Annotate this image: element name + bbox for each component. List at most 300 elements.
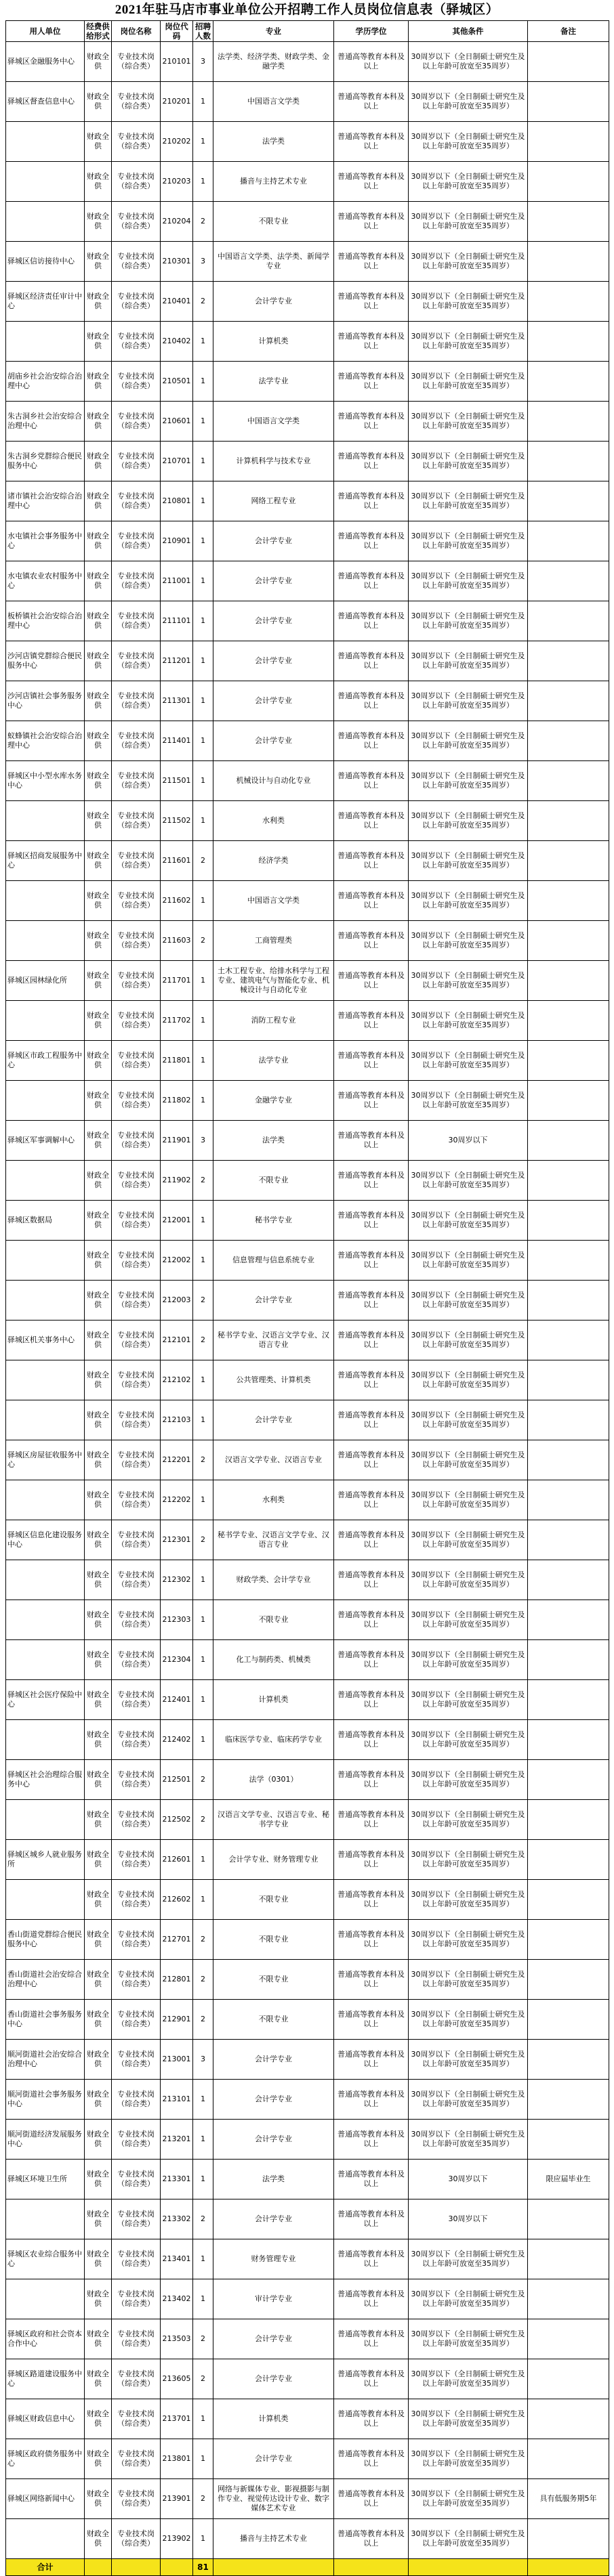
other-cell: 30周岁以下（全日制硕士研究生及以上年龄可放宽至35周岁） bbox=[409, 1161, 528, 1201]
num-cell: 1 bbox=[193, 881, 213, 921]
edu-cell: 普通高等教育本科及以上 bbox=[334, 2239, 409, 2279]
note-cell bbox=[528, 1760, 609, 1800]
unit-cell: 驿城区社会治理综合服务中心 bbox=[6, 1760, 85, 1800]
major-cell: 会计学专业 bbox=[213, 521, 334, 561]
code-cell: 213901 bbox=[161, 2479, 193, 2519]
code-cell: 210101 bbox=[161, 42, 193, 82]
note-cell bbox=[528, 1600, 609, 1640]
job-table bbox=[5, 20, 609, 2576]
other-cell: 30周岁以下（全日制硕士研究生及以上年龄可放宽至35周岁） bbox=[409, 601, 528, 641]
unit-cell bbox=[6, 2279, 85, 2319]
note-cell bbox=[528, 601, 609, 641]
edu-cell: 普通高等教育本科及以上 bbox=[334, 162, 409, 202]
job-name-cell: 专业技术岗（综合类） bbox=[112, 881, 161, 921]
table-row bbox=[6, 1121, 609, 1161]
major-cell: 工商管理类 bbox=[213, 921, 334, 961]
fund-cell: 财政全供 bbox=[85, 761, 112, 801]
job-name-cell: 专业技术岗（综合类） bbox=[112, 282, 161, 322]
note-cell bbox=[528, 961, 609, 1001]
other-cell: 30周岁以下（全日制硕士研究生及以上年龄可放宽至35周岁） bbox=[409, 961, 528, 1001]
major-cell: 法学类 bbox=[213, 122, 334, 162]
code-cell: 210402 bbox=[161, 322, 193, 362]
fund-cell: 财政全供 bbox=[85, 2040, 112, 2080]
fund-cell: 财政全供 bbox=[85, 1520, 112, 1560]
total-num: 81 bbox=[193, 2559, 213, 2576]
note-cell bbox=[528, 1720, 609, 1760]
major-cell: 计算机类 bbox=[213, 1680, 334, 1720]
num-cell: 1 bbox=[193, 481, 213, 521]
num-cell: 2 bbox=[193, 2319, 213, 2359]
note-cell bbox=[528, 481, 609, 521]
major-cell: 会计学专业 bbox=[213, 282, 334, 322]
note-cell bbox=[528, 322, 609, 362]
unit-cell bbox=[6, 1161, 85, 1201]
edu-cell: 普通高等教育本科及以上 bbox=[334, 202, 409, 242]
note-cell bbox=[528, 2359, 609, 2399]
code-cell: 211401 bbox=[161, 721, 193, 761]
num-cell: 2 bbox=[193, 1960, 213, 2000]
edu-cell: 普通高等教育本科及以上 bbox=[334, 1480, 409, 1520]
note-cell bbox=[528, 82, 609, 122]
fund-cell: 财政全供 bbox=[85, 122, 112, 162]
unit-cell: 驿城区招商发展服务中心 bbox=[6, 841, 85, 881]
job-name-cell: 专业技术岗（综合类） bbox=[112, 1680, 161, 1720]
note-cell bbox=[528, 1840, 609, 1880]
major-cell: 播音与主持艺术专业 bbox=[213, 162, 334, 202]
table-row bbox=[6, 1560, 609, 1600]
note-cell bbox=[528, 561, 609, 601]
job-name-cell: 专业技术岗（综合类） bbox=[112, 521, 161, 561]
other-cell: 30周岁以下（全日制硕士研究生及以上年龄可放宽至35周岁） bbox=[409, 442, 528, 481]
edu-cell: 普通高等教育本科及以上 bbox=[334, 2279, 409, 2319]
major-cell: 会计学专业 bbox=[213, 2199, 334, 2239]
other-cell: 30周岁以下（全日制硕士研究生及以上年龄可放宽至35周岁） bbox=[409, 1840, 528, 1880]
fund-cell: 财政全供 bbox=[85, 641, 112, 681]
fund-cell: 财政全供 bbox=[85, 1800, 112, 1840]
job-name-cell: 专业技术岗（综合类） bbox=[112, 82, 161, 122]
num-cell: 3 bbox=[193, 2040, 213, 2080]
note-cell bbox=[528, 282, 609, 322]
major-cell: 中国语言文学类 bbox=[213, 881, 334, 921]
header-unit: 用人单位 bbox=[6, 21, 85, 42]
num-cell: 1 bbox=[193, 122, 213, 162]
fund-cell: 财政全供 bbox=[85, 202, 112, 242]
unit-cell: 顺河街道社会治安综合治理中心 bbox=[6, 2040, 85, 2080]
num-cell: 1 bbox=[193, 561, 213, 601]
major-cell: 不限专业 bbox=[213, 1880, 334, 1920]
code-cell: 211101 bbox=[161, 601, 193, 641]
fund-cell: 财政全供 bbox=[85, 82, 112, 122]
major-cell: 秘书学专业、汉语言文学专业、汉语言专业 bbox=[213, 1520, 334, 1560]
code-cell: 210501 bbox=[161, 362, 193, 402]
major-cell: 法学类、经济学类、财政学类、金融学类 bbox=[213, 42, 334, 82]
job-name-cell: 专业技术岗（综合类） bbox=[112, 162, 161, 202]
code-cell: 211801 bbox=[161, 1041, 193, 1081]
code-cell: 212001 bbox=[161, 1201, 193, 1241]
num-cell: 1 bbox=[193, 1880, 213, 1920]
table-row bbox=[6, 1241, 609, 1281]
other-cell: 30周岁以下（全日制硕士研究生及以上年龄可放宽至35周岁） bbox=[409, 202, 528, 242]
code-cell: 212304 bbox=[161, 1640, 193, 1680]
other-cell: 30周岁以下（全日制硕士研究生及以上年龄可放宽至35周岁） bbox=[409, 1041, 528, 1081]
fund-cell: 财政全供 bbox=[85, 921, 112, 961]
table-row bbox=[6, 1640, 609, 1680]
other-cell: 30周岁以下（全日制硕士研究生及以上年龄可放宽至35周岁） bbox=[409, 481, 528, 521]
table-row bbox=[6, 2479, 609, 2519]
table-row bbox=[6, 1960, 609, 2000]
code-cell: 213801 bbox=[161, 2439, 193, 2479]
other-cell: 30周岁以下（全日制硕士研究生及以上年龄可放宽至35周岁） bbox=[409, 1281, 528, 1321]
edu-cell: 普通高等教育本科及以上 bbox=[334, 2319, 409, 2359]
note-cell bbox=[528, 162, 609, 202]
note-cell bbox=[528, 2239, 609, 2279]
edu-cell: 普通高等教育本科及以上 bbox=[334, 481, 409, 521]
other-cell: 30周岁以下（全日制硕士研究生及以上年龄可放宽至35周岁） bbox=[409, 2040, 528, 2080]
num-cell: 1 bbox=[193, 2160, 213, 2199]
job-name-cell: 专业技术岗（综合类） bbox=[112, 1760, 161, 1800]
edu-cell: 普通高等教育本科及以上 bbox=[334, 1001, 409, 1041]
fund-cell: 财政全供 bbox=[85, 1161, 112, 1201]
job-name-cell: 专业技术岗（综合类） bbox=[112, 1241, 161, 1281]
table-row bbox=[6, 961, 609, 1001]
edu-cell: 普通高等教育本科及以上 bbox=[334, 1920, 409, 1960]
job-name-cell: 专业技术岗（综合类） bbox=[112, 2199, 161, 2239]
code-cell: 212303 bbox=[161, 1600, 193, 1640]
major-cell: 播音与主持艺术专业 bbox=[213, 2519, 334, 2559]
note-cell bbox=[528, 681, 609, 721]
code-cell: 212602 bbox=[161, 1880, 193, 1920]
num-cell: 1 bbox=[193, 442, 213, 481]
fund-cell: 财政全供 bbox=[85, 1840, 112, 1880]
other-cell: 30周岁以下（全日制硕士研究生及以上年龄可放宽至35周岁） bbox=[409, 2399, 528, 2439]
table-row bbox=[6, 1201, 609, 1241]
job-name-cell: 专业技术岗（综合类） bbox=[112, 2359, 161, 2399]
unit-cell: 驿城区中小型水库水务中心 bbox=[6, 761, 85, 801]
code-cell: 210204 bbox=[161, 202, 193, 242]
num-cell: 2 bbox=[193, 2199, 213, 2239]
job-name-cell: 专业技术岗（综合类） bbox=[112, 2040, 161, 2080]
major-cell: 法学专业 bbox=[213, 1041, 334, 1081]
num-cell: 1 bbox=[193, 801, 213, 841]
fund-cell: 财政全供 bbox=[85, 1121, 112, 1161]
job-name-cell: 专业技术岗（综合类） bbox=[112, 921, 161, 961]
edu-cell: 普通高等教育本科及以上 bbox=[334, 1840, 409, 1880]
note-cell bbox=[528, 2519, 609, 2559]
code-cell: 213101 bbox=[161, 2080, 193, 2120]
fund-cell: 财政全供 bbox=[85, 42, 112, 82]
unit-cell bbox=[6, 1400, 85, 1440]
code-cell: 213301 bbox=[161, 2160, 193, 2199]
other-cell: 30周岁以下（全日制硕士研究生及以上年龄可放宽至35周岁） bbox=[409, 122, 528, 162]
unit-cell bbox=[6, 1560, 85, 1600]
num-cell: 1 bbox=[193, 1720, 213, 1760]
other-cell: 30周岁以下（全日制硕士研究生及以上年龄可放宽至35周岁） bbox=[409, 322, 528, 362]
code-cell: 213201 bbox=[161, 2120, 193, 2160]
table-row bbox=[6, 402, 609, 442]
edu-cell: 普通高等教育本科及以上 bbox=[334, 1520, 409, 1560]
num-cell: 1 bbox=[193, 961, 213, 1001]
num-cell: 1 bbox=[193, 1001, 213, 1041]
fund-cell: 财政全供 bbox=[85, 1400, 112, 1440]
table-row bbox=[6, 481, 609, 521]
major-cell: 财政学类、会计学专业 bbox=[213, 1560, 334, 1600]
code-cell: 213701 bbox=[161, 2399, 193, 2439]
unit-cell: 驿城区社会医疗保险中心 bbox=[6, 1680, 85, 1720]
job-name-cell: 专业技术岗（综合类） bbox=[112, 442, 161, 481]
num-cell: 1 bbox=[193, 82, 213, 122]
edu-cell: 普通高等教育本科及以上 bbox=[334, 1360, 409, 1400]
edu-cell: 普通高等教育本科及以上 bbox=[334, 601, 409, 641]
unit-cell bbox=[6, 1600, 85, 1640]
job-name-cell: 专业技术岗（综合类） bbox=[112, 242, 161, 282]
table-row bbox=[6, 2000, 609, 2040]
fund-cell: 财政全供 bbox=[85, 1760, 112, 1800]
code-cell: 210401 bbox=[161, 282, 193, 322]
table-row bbox=[6, 1360, 609, 1400]
edu-cell: 普通高等教育本科及以上 bbox=[334, 1800, 409, 1840]
edu-cell: 普通高等教育本科及以上 bbox=[334, 1680, 409, 1720]
fund-cell: 财政全供 bbox=[85, 881, 112, 921]
note-cell bbox=[528, 2279, 609, 2319]
other-cell: 30周岁以下（全日制硕士研究生及以上年龄可放宽至35周岁） bbox=[409, 641, 528, 681]
code-cell: 211701 bbox=[161, 961, 193, 1001]
table-row bbox=[6, 2319, 609, 2359]
other-cell: 30周岁以下（全日制硕士研究生及以上年龄可放宽至35周岁） bbox=[409, 801, 528, 841]
job-name-cell: 专业技术岗（综合类） bbox=[112, 1840, 161, 1880]
note-cell bbox=[528, 761, 609, 801]
table-row bbox=[6, 242, 609, 282]
code-cell: 211902 bbox=[161, 1161, 193, 1201]
note-cell bbox=[528, 2439, 609, 2479]
num-cell: 2 bbox=[193, 1321, 213, 1360]
major-cell: 会计学专业 bbox=[213, 2040, 334, 2080]
unit-cell: 驿城区农业综合服务中心 bbox=[6, 2239, 85, 2279]
other-cell: 30周岁以下（全日制硕士研究生及以上年龄可放宽至35周岁） bbox=[409, 761, 528, 801]
job-name-cell: 专业技术岗（综合类） bbox=[112, 1720, 161, 1760]
table-row bbox=[6, 2239, 609, 2279]
job-name-cell: 专业技术岗（综合类） bbox=[112, 1321, 161, 1360]
edu-cell: 普通高等教育本科及以上 bbox=[334, 2080, 409, 2120]
edu-cell: 普通高等教育本科及以上 bbox=[334, 761, 409, 801]
fund-cell: 财政全供 bbox=[85, 2120, 112, 2160]
code-cell: 210601 bbox=[161, 402, 193, 442]
note-cell bbox=[528, 1281, 609, 1321]
page-title: 2021年驻马店市事业单位公开招聘工作人员岗位信息表（驿城区） bbox=[115, 3, 499, 17]
job-name-cell: 专业技术岗（综合类） bbox=[112, 1440, 161, 1480]
fund-cell: 财政全供 bbox=[85, 322, 112, 362]
major-cell: 中国语言文学类 bbox=[213, 402, 334, 442]
fund-cell: 财政全供 bbox=[85, 1041, 112, 1081]
code-cell: 212901 bbox=[161, 2000, 193, 2040]
code-cell: 213001 bbox=[161, 2040, 193, 2080]
job-name-cell: 专业技术岗（综合类） bbox=[112, 1520, 161, 1560]
major-cell: 会计学专业 bbox=[213, 2359, 334, 2399]
unit-cell: 板桥镇社会治安综合治理中心 bbox=[6, 601, 85, 641]
code-cell: 211601 bbox=[161, 841, 193, 881]
note-cell bbox=[528, 1161, 609, 1201]
other-cell: 30周岁以下（全日制硕士研究生及以上年龄可放宽至35周岁） bbox=[409, 1241, 528, 1281]
table-row bbox=[6, 202, 609, 242]
code-cell: 210301 bbox=[161, 242, 193, 282]
other-cell: 30周岁以下（全日制硕士研究生及以上年龄可放宽至35周岁） bbox=[409, 1400, 528, 1440]
job-name-cell: 专业技术岗（综合类） bbox=[112, 1920, 161, 1960]
fund-cell: 财政全供 bbox=[85, 521, 112, 561]
job-name-cell: 专业技术岗（综合类） bbox=[112, 1041, 161, 1081]
job-name-cell: 专业技术岗（综合类） bbox=[112, 1880, 161, 1920]
code-cell: 211001 bbox=[161, 561, 193, 601]
fund-cell: 财政全供 bbox=[85, 1241, 112, 1281]
num-cell: 2 bbox=[193, 202, 213, 242]
unit-cell: 朱古洞乡社会治安综合治理中心 bbox=[6, 402, 85, 442]
header-job-name: 岗位名称 bbox=[112, 21, 161, 42]
job-name-cell: 专业技术岗（综合类） bbox=[112, 2000, 161, 2040]
unit-cell bbox=[6, 1880, 85, 1920]
fund-cell: 财政全供 bbox=[85, 2199, 112, 2239]
note-cell bbox=[528, 362, 609, 402]
major-cell: 会计学专业 bbox=[213, 2120, 334, 2160]
unit-cell bbox=[6, 921, 85, 961]
unit-cell: 香山街道社会治安综合治理中心 bbox=[6, 1960, 85, 2000]
table-row bbox=[6, 82, 609, 122]
major-cell: 临床医学专业、临床药学专业 bbox=[213, 1720, 334, 1760]
table-row bbox=[6, 921, 609, 961]
edu-cell: 普通高等教育本科及以上 bbox=[334, 2120, 409, 2160]
fund-cell: 财政全供 bbox=[85, 1680, 112, 1720]
job-name-cell: 专业技术岗（综合类） bbox=[112, 481, 161, 521]
code-cell: 212103 bbox=[161, 1400, 193, 1440]
other-cell: 30周岁以下（全日制硕士研究生及以上年龄可放宽至35周岁） bbox=[409, 1440, 528, 1480]
num-cell: 2 bbox=[193, 1920, 213, 1960]
fund-cell: 财政全供 bbox=[85, 2279, 112, 2319]
table-row bbox=[6, 362, 609, 402]
unit-cell bbox=[6, 1800, 85, 1840]
num-cell: 2 bbox=[193, 2479, 213, 2519]
note-cell bbox=[528, 1960, 609, 2000]
code-cell: 210202 bbox=[161, 122, 193, 162]
table-row bbox=[6, 2279, 609, 2319]
code-cell: 212501 bbox=[161, 1760, 193, 1800]
major-cell: 中国语言文学类、法学类、新闻学专业 bbox=[213, 242, 334, 282]
fund-cell: 财政全供 bbox=[85, 841, 112, 881]
major-cell: 土木工程专业、给排水科学与工程专业、建筑电气与智能化专业、机械设计与自动化专业 bbox=[213, 961, 334, 1001]
note-cell bbox=[528, 2399, 609, 2439]
note-cell bbox=[528, 1480, 609, 1520]
num-cell: 1 bbox=[193, 1840, 213, 1880]
table-row bbox=[6, 1281, 609, 1321]
table-row bbox=[6, 2519, 609, 2559]
table-row bbox=[6, 1720, 609, 1760]
unit-cell: 驿城区城乡人就业服务所 bbox=[6, 1840, 85, 1880]
job-name-cell: 专业技术岗（综合类） bbox=[112, 1640, 161, 1680]
unit-cell bbox=[6, 2519, 85, 2559]
edu-cell: 普通高等教育本科及以上 bbox=[334, 1880, 409, 1920]
other-cell: 30周岁以下（全日制硕士研究生及以上年龄可放宽至35周岁） bbox=[409, 1720, 528, 1760]
table-row bbox=[6, 1760, 609, 1800]
num-cell: 2 bbox=[193, 1440, 213, 1480]
table-row bbox=[6, 641, 609, 681]
num-cell: 1 bbox=[193, 2080, 213, 2120]
num-cell: 1 bbox=[193, 1600, 213, 1640]
unit-cell bbox=[6, 322, 85, 362]
other-cell: 30周岁以下（全日制硕士研究生及以上年龄可放宽至35周岁） bbox=[409, 1321, 528, 1360]
major-cell: 秘书学专业、汉语言文学专业、汉语言专业 bbox=[213, 1321, 334, 1360]
code-cell: 213902 bbox=[161, 2519, 193, 2559]
edu-cell: 普通高等教育本科及以上 bbox=[334, 1760, 409, 1800]
fund-cell: 财政全供 bbox=[85, 1360, 112, 1400]
job-name-cell: 专业技术岗（综合类） bbox=[112, 1480, 161, 1520]
edu-cell: 普通高等教育本科及以上 bbox=[334, 402, 409, 442]
unit-cell: 沙河店镇党群综合便民服务中心 bbox=[6, 641, 85, 681]
unit-cell: 蚁蜂镇社会治安综合治理中心 bbox=[6, 721, 85, 761]
fund-cell: 财政全供 bbox=[85, 2359, 112, 2399]
note-cell bbox=[528, 1400, 609, 1440]
header-row bbox=[6, 21, 609, 42]
edu-cell: 普通高等教育本科及以上 bbox=[334, 1161, 409, 1201]
other-cell: 30周岁以下（全日制硕士研究生及以上年龄可放宽至35周岁） bbox=[409, 1480, 528, 1520]
note-cell bbox=[528, 2120, 609, 2160]
fund-cell: 财政全供 bbox=[85, 162, 112, 202]
job-name-cell: 专业技术岗（综合类） bbox=[112, 1121, 161, 1161]
num-cell: 1 bbox=[193, 2519, 213, 2559]
major-cell: 网络与新媒体专业、影视摄影与制作专业、视觉传达设计专业、数字媒体艺术专业 bbox=[213, 2479, 334, 2519]
job-name-cell: 专业技术岗（综合类） bbox=[112, 1400, 161, 1440]
major-cell: 水利类 bbox=[213, 801, 334, 841]
note-cell bbox=[528, 1920, 609, 1960]
edu-cell: 普通高等教育本科及以上 bbox=[334, 1960, 409, 2000]
unit-cell: 驿城区市政工程服务中心 bbox=[6, 1041, 85, 1081]
total-row bbox=[6, 2559, 609, 2576]
note-cell bbox=[528, 42, 609, 82]
major-cell: 中国语言文学类 bbox=[213, 82, 334, 122]
table-row bbox=[6, 2399, 609, 2439]
note-cell bbox=[528, 402, 609, 442]
note-cell bbox=[528, 202, 609, 242]
major-cell: 会计学专业 bbox=[213, 1281, 334, 1321]
other-cell: 30周岁以下（全日制硕士研究生及以上年龄可放宽至35周岁） bbox=[409, 2359, 528, 2399]
num-cell: 1 bbox=[193, 521, 213, 561]
note-cell: 具有低服务期5年 bbox=[528, 2479, 609, 2519]
unit-cell: 朱古洞乡党群综合便民服务中心 bbox=[6, 442, 85, 481]
fund-cell: 财政全供 bbox=[85, 282, 112, 322]
unit-cell: 香山街道党群综合便民服务中心 bbox=[6, 1920, 85, 1960]
note-cell bbox=[528, 1880, 609, 1920]
note-cell bbox=[528, 721, 609, 761]
major-cell: 不限专业 bbox=[213, 1960, 334, 2000]
major-cell: 秘书学专业 bbox=[213, 1201, 334, 1241]
job-name-cell: 专业技术岗（综合类） bbox=[112, 2519, 161, 2559]
code-cell: 213605 bbox=[161, 2359, 193, 2399]
edu-cell: 普通高等教育本科及以上 bbox=[334, 1241, 409, 1281]
other-cell: 30周岁以下（全日制硕士研究生及以上年龄可放宽至35周岁） bbox=[409, 2479, 528, 2519]
note-cell bbox=[528, 1241, 609, 1281]
edu-cell: 普通高等教育本科及以上 bbox=[334, 641, 409, 681]
num-cell: 1 bbox=[193, 322, 213, 362]
table-row bbox=[6, 2439, 609, 2479]
fund-cell: 财政全供 bbox=[85, 2239, 112, 2279]
major-cell: 会计学专业 bbox=[213, 2080, 334, 2120]
note-cell bbox=[528, 841, 609, 881]
table-row bbox=[6, 1161, 609, 1201]
edu-cell: 普通高等教育本科及以上 bbox=[334, 1440, 409, 1480]
major-cell: 不限专业 bbox=[213, 1920, 334, 1960]
table-row bbox=[6, 1840, 609, 1880]
table-row bbox=[6, 1520, 609, 1560]
major-cell: 计算机类 bbox=[213, 2399, 334, 2439]
job-name-cell: 专业技术岗（综合类） bbox=[112, 2439, 161, 2479]
total-label: 合计 bbox=[6, 2559, 85, 2576]
edu-cell: 普通高等教育本科及以上 bbox=[334, 2439, 409, 2479]
other-cell: 30周岁以下（全日制硕士研究生及以上年龄可放宽至35周岁） bbox=[409, 561, 528, 601]
